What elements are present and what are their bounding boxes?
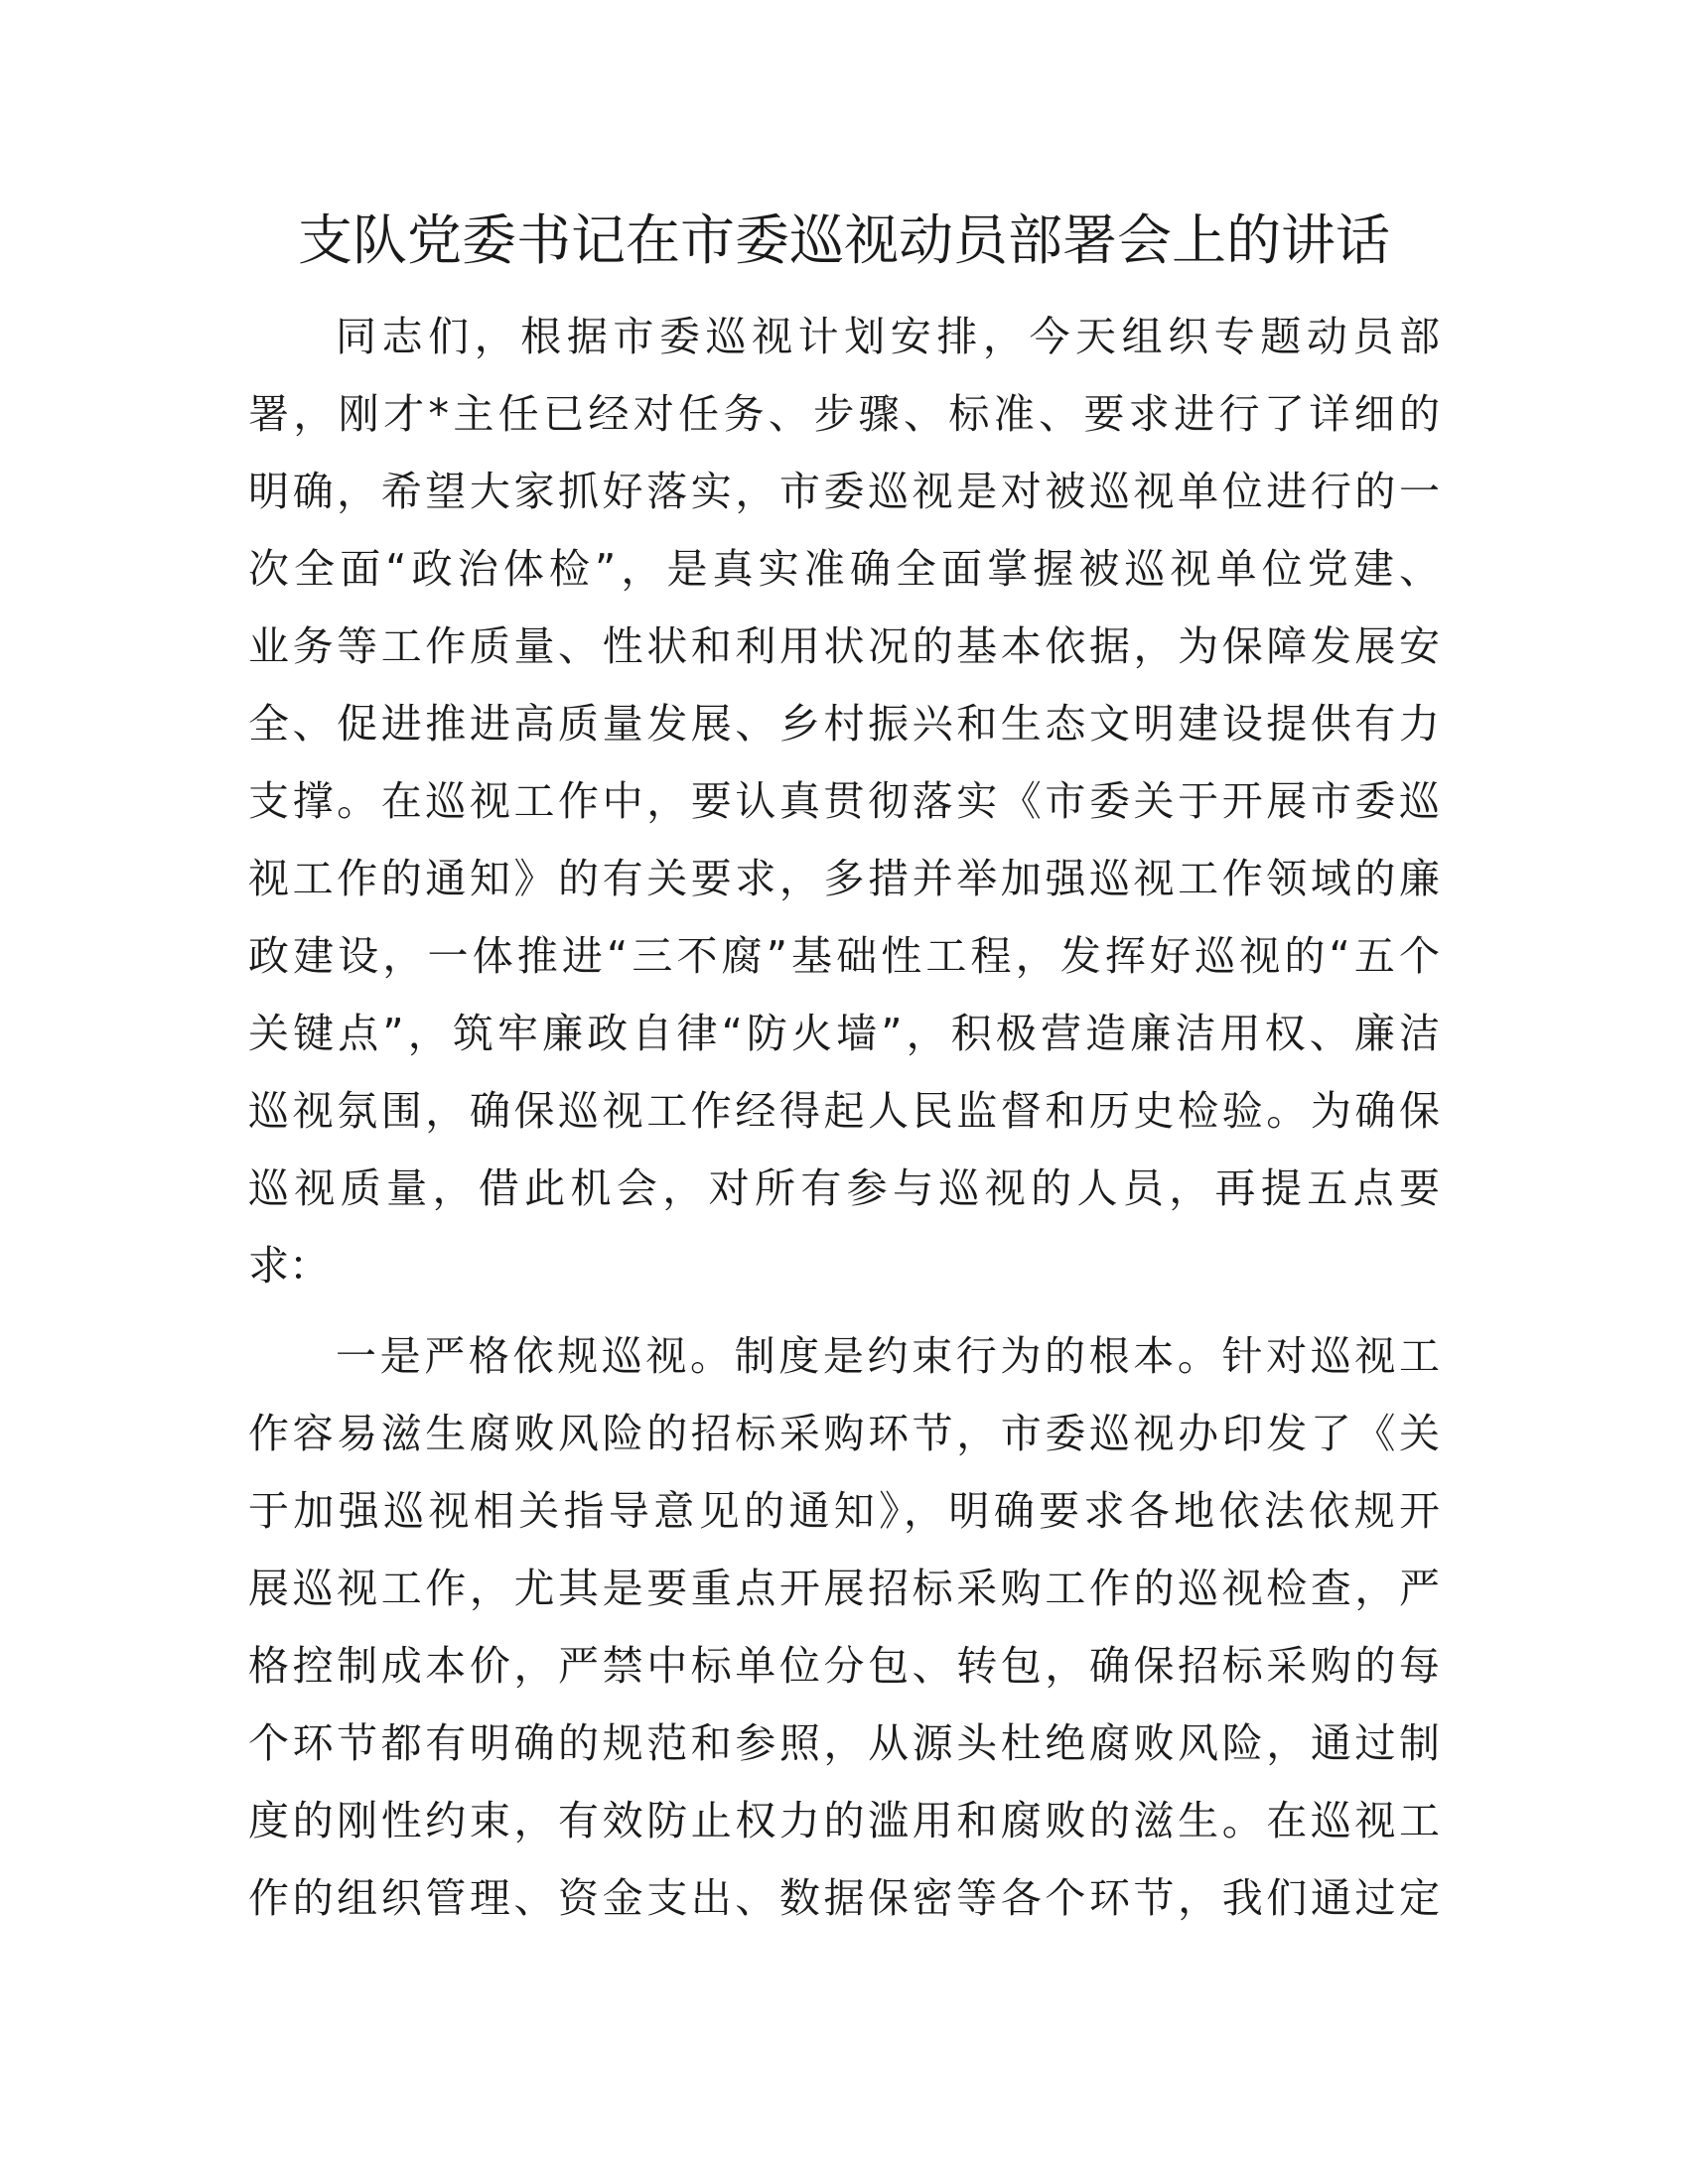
paragraph-line: 支撑。在巡视工作中，要认真贯彻落实《市委关于开展市委巡 [248,777,1440,825]
paragraph-line: 署，刚才*主任已经对任务、步骤、标准、要求进行了详细的 [248,390,1440,438]
paragraph-line: 全、促进推进高质量发展、乡村振兴和生态文明建设提供有力 [248,700,1440,748]
paragraph-line: 业务等工作质量、性状和利用状况的基本依据，为保障发展安 [248,622,1440,670]
document-title: 支队党委书记在市委巡视动员部署会上的讲话 [297,208,1390,272]
paragraph-point-one [248,1317,1440,1937]
paragraph-line: 明确，希望大家抓好落实，市委巡视是对被巡视单位进行的一 [248,468,1440,515]
paragraph-line: 格控制成本价，严禁中标单位分包、转包，确保招标采购的每 [248,1642,1440,1690]
paragraph-line: 巡视氛围，确保巡视工作经得起人民监督和历史检验。为确保 [248,1087,1440,1135]
paragraph-line: 政建设，一体推进“三不腐”基础性工程，发挥好巡视的“五个 [248,932,1440,980]
paragraph-line: 于加强巡视相关指导意见的通知》，明确要求各地依法依规开 [248,1487,1440,1535]
paragraph-line: 展巡视工作，尤其是要重点开展招标采购工作的巡视检查，严 [248,1565,1440,1612]
paragraph-line: 个环节都有明确的规范和参照，从源头杜绝腐败风险，通过制 [248,1719,1440,1767]
paragraph-line: 作的组织管理、资金支出、数据保密等各个环节，我们通过定 [248,1874,1440,1922]
paragraph-line: 求： [248,1242,330,1290]
paragraph-introduction [248,298,1440,1304]
paragraph-line: 关键点”，筑牢廉政自律“防火墙”，积极营造廉洁用权、廉洁 [248,1010,1440,1057]
paragraph-line: 视工作的通知》的有关要求，多措并举加强巡视工作领域的廉 [248,855,1440,902]
paragraph-line: 作容易滋生腐败风险的招标采购环节，市委巡视办印发了《关 [248,1410,1440,1457]
paragraph-line: 度的刚性约束，有效防止权力的滥用和腐败的滋生。在巡视工 [248,1797,1440,1844]
paragraph-line: 巡视质量，借此机会，对所有参与巡视的人员，再提五点要 [248,1164,1440,1212]
paragraph-line: 次全面“政治体检”，是真实准确全面掌握被巡视单位党建、 [248,545,1440,593]
paragraph-line: 同志们，根据市委巡视计划安排，今天组织专题动员部 [336,313,1440,360]
paragraph-line: 一是严格依规巡视。制度是约束行为的根本。针对巡视工 [336,1332,1440,1380]
